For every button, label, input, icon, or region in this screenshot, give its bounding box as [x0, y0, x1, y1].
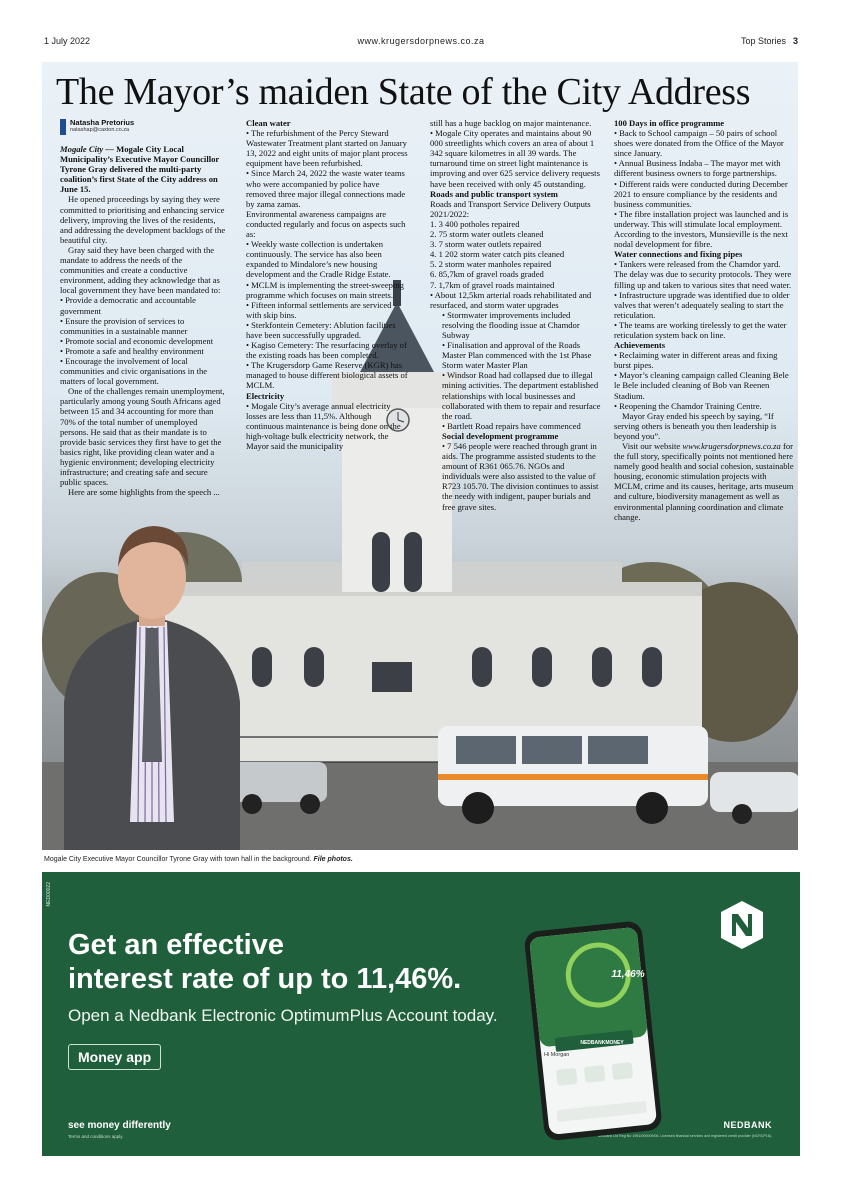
paragraph: 3. 7 storm water outlets repaired [430, 239, 542, 250]
article-column-3 [430, 118, 602, 512]
article-column-1 [60, 118, 226, 497]
subheading: Water connections and fixing pipes [614, 249, 743, 260]
ad-fine-print: Nedbank Ltd Reg No 1951/000009/06. Licensed financial services and registered credit provider (NCRCP16). [597, 1134, 772, 1138]
paragraph: • The refurbishment of the Percy Steward Wastewater Treatment plant started on January 13, 2022 and eight units of major plant process equipment have been refurbished. [246, 128, 408, 169]
paragraph: Roads and Transport Service Delivery Outputs 2021/2022: [430, 198, 591, 219]
closing-paragraph [614, 441, 794, 522]
paragraph: 4. 1 202 storm water catch pits cleaned [430, 249, 565, 260]
ad-reference: NED00022 [46, 882, 52, 907]
subheading: Roads and public transport system [430, 188, 558, 199]
lead-place: Mogale City — [60, 144, 114, 154]
nedbank-logo-icon [720, 900, 764, 950]
nedbank-advert[interactable] [42, 872, 800, 1156]
paragraph: • Infrastructure upgrade was identified due to older valves that weren’t adequately sealing to start the reticulation. [614, 289, 790, 320]
paragraph: • Encourage the involvement of local communities and civic organisations in the matters of local government. [60, 355, 208, 387]
paragraph: 5. 2 storm water manholes repaired [430, 259, 552, 270]
caption-credit: File photos. [313, 856, 353, 863]
paragraph: • Back to School campaign – 50 pairs of school shoes were donated from the Office of the Mayor since January. [614, 128, 784, 159]
paragraph: • The fibre installation project was launched and is underway. This will stimulate local employment. According to the investors, Munsieville is the next nodal development for fibre. [614, 208, 789, 250]
closing-post: for the full story, specifically points not mentioned here namely good health and social cohesion, sustainable housing, economic stimulation projects with MCLM, crime and its causes, heritage, arts museum and culture, biodiversity management as well as environmental planning coordination and climate change. [614, 441, 794, 522]
article-lead [60, 144, 226, 194]
column-4-body [614, 118, 794, 441]
website-link[interactable]: www.krugersdorpnews.co.za [682, 441, 781, 451]
ad-headline-line1: Get an effective [68, 929, 284, 961]
paragraph: • The teams are working tirelessly to get the water reticulation system back on line. [614, 319, 787, 340]
paragraph: • Reclaiming water in different areas and fixing burst pipes. [614, 350, 778, 371]
paragraph: • Mogale City’s average annual electricity losses are less than 11,5%. Although continuous maintenance is being done on the high-voltage bulk electricity network, the Mayor said the municipality [246, 400, 401, 451]
subheading: 100 Days in office programme [614, 118, 725, 128]
article-feature [42, 62, 798, 850]
lead-text: Mogale City Local Municipality’s Executive Mayor Councillor Tyrone Gray delivered the multi-party coalition’s first State of the City address on June 15. [60, 144, 220, 195]
subheading: Achievements [614, 340, 666, 351]
paragraph: Here are some highlights from the speech ... [68, 487, 220, 498]
paragraph: • Kagiso Cemetery: The resurfacing overlay of the existing roads has been completed. [246, 340, 407, 361]
article-column-2 [246, 118, 408, 451]
phone-app-name: NEDBANKMONEY [580, 1040, 624, 1046]
caption-text: Mogale City Executive Mayor Councillor Tyrone Gray with town hall in the background. [44, 856, 312, 863]
byline [60, 118, 226, 134]
paragraph: Mayor Gray ended his speech by saying, “If serving others is beneath you then leadership is beyond you”. [614, 410, 777, 441]
paragraph: • Mayor’s cleaning campaign called Cleaning Bele le Bele included cleaning of Bob van Reenen Stadium. [614, 370, 789, 401]
photo-caption [44, 856, 353, 863]
column-1-body [60, 194, 226, 497]
paragraph: • MCLM is implementing the street-sweeping programme which focuses on main streets. [246, 279, 404, 300]
article-headline: The Mayor’s maiden State of the City Address [56, 71, 751, 113]
subheading: Electricity [246, 390, 285, 401]
paragraph: • Bartlett Road repairs have commenced [442, 420, 581, 431]
paragraph: • Ensure the provision of services to communities in a sustainable manner [60, 315, 188, 336]
paragraph: Environmental awareness campaigns are conducted regularly and focus on aspects such as: [246, 208, 406, 240]
paragraph: • Tankers were released from the Chamdor yard. The delay was due to security protocols. They were filling up and taken to various sites that need water. [614, 259, 792, 290]
subheading: Social development programme [442, 430, 559, 441]
ad-tagline: see money differently [68, 1120, 171, 1131]
paragraph: still has a huge backlog on major maintenance. [430, 118, 592, 128]
paragraph: • Promote social and economic development [60, 335, 214, 346]
section-name: Top Stories [740, 36, 786, 46]
paragraph: • Annual Business Indaba – The mayor met with different business owners to forge partnerships. [614, 158, 781, 179]
paragraph: 1. 3 400 potholes repaired [430, 218, 520, 229]
paragraph: • Stormwater improvements included resolving the flooding issue at Chamdor Subway [442, 309, 580, 340]
phone-greeting: Hi Morgan [544, 1052, 570, 1058]
paragraph: • Fifteen informal settlements are serviced with skip bins. [246, 299, 392, 320]
phone-mockup [512, 916, 672, 1144]
paragraph: Gray said they have been charged with the mandate to address the needs of the communities and create a conductive environment, adding they acknowledge that as local government they have been mandated to: [60, 244, 221, 296]
ad-terms: Terms and conditions apply. [68, 1134, 124, 1139]
author-email[interactable]: natashap@caxton.co.za [70, 127, 130, 133]
paragraph: • Since March 24, 2022 the waste water teams who were accompanied by police have removed three major illegal connections made by zama zamas. [246, 168, 406, 209]
paragraph: • Provide a democratic and accountable government [60, 295, 196, 316]
paragraph: One of the challenges remain unemployment, particularly among young South Africans aged between 15 and 34 accounting for more than 70% of the total number of unemployed persons. He said that as their mandate is to provide basic services they first have to get the basics right, like providing clean water and a hygienic environment; developing electricity infrastructure; and creating safe and secure public spaces. [60, 386, 225, 488]
paragraph: • About 12,5km arterial roads rehabilitated and resurfaced, and storm water upgrades [430, 289, 592, 310]
ad-headline-line2: interest rate of up to 11,46%. [68, 963, 462, 995]
closing-pre: Visit our website [622, 441, 681, 451]
paragraph: He opened proceedings by saying they were committed to prioritising and enhancing service delivery, improving the lives of the residents, and addressing the development backlogs of the beautiful city. [60, 194, 226, 245]
paragraph: • Sterkfontein Cemetery: Ablution facilities have been successfully upgraded. [246, 319, 396, 340]
article-column-4 [614, 118, 794, 522]
author-name: Natasha Pretorius [70, 118, 135, 127]
paragraph: • Reopening the Chamdor Training Centre. [614, 400, 762, 411]
paragraph: • Promote a safe and healthy environment [60, 345, 204, 356]
money-app-button[interactable]: Money app [68, 1044, 161, 1070]
paragraph: 2. 75 storm water outlets cleaned [430, 229, 544, 240]
paragraph: 7. 1,7km of gravel roads maintained [430, 279, 555, 290]
paragraph: • Weekly waste collection is undertaken continuously. The service has also been expanded to Mindalore’s new housing development and the Cradle Ridge Estate. [246, 239, 391, 280]
page-header [44, 36, 798, 50]
paragraph: • Different raids were conducted during December 2021 to ensure compliance by the residents and business communities. [614, 178, 788, 209]
ad-subline: Open a Nedbank Electronic OptimumPlus Account today. [68, 1006, 498, 1025]
paragraph: • 7 546 people were reached through grant in aids. The programme assisted students to the amount of R361 065.76. NGOs and individuals were also assisted to the value of R723 105.70. The division continues to assist the needy with indigent, pauper burials and free grave sites. [442, 441, 599, 512]
paragraph: • Mogale City operates and maintains about 90 000 streetlights which covers an area of about 1 342 square kilometres in all 39 wards. The turnaround time on street light maintenance is improving and over 625 service delivery requests have been received with only 45 outstanding. [430, 128, 600, 189]
nedbank-wordmark: NEDBANK [723, 1120, 772, 1130]
subheading: Clean water [246, 118, 291, 128]
page-number: 3 [792, 36, 798, 46]
site-url[interactable]: www.krugersdorpnews.co.za [357, 36, 485, 46]
issue-date: 1 July 2022 [44, 36, 91, 46]
paragraph: • Windsor Road had collapsed due to illegal mining activities. The department established relationships with local businesses and collaborated with them to repair and resurface the road. [442, 370, 601, 421]
paragraph: • The Krugersdorp Game Reserve (KGR) has managed to house different biological assets of MCLM. [246, 360, 408, 391]
paragraph: 6. 85,7km of gravel roads graded [430, 269, 544, 280]
paragraph: • Finalisation and approval of the Roads Master Plan commenced with the 1st Phase Storm water Master Plan [442, 340, 592, 371]
phone-rate: 11,46% [611, 969, 645, 980]
